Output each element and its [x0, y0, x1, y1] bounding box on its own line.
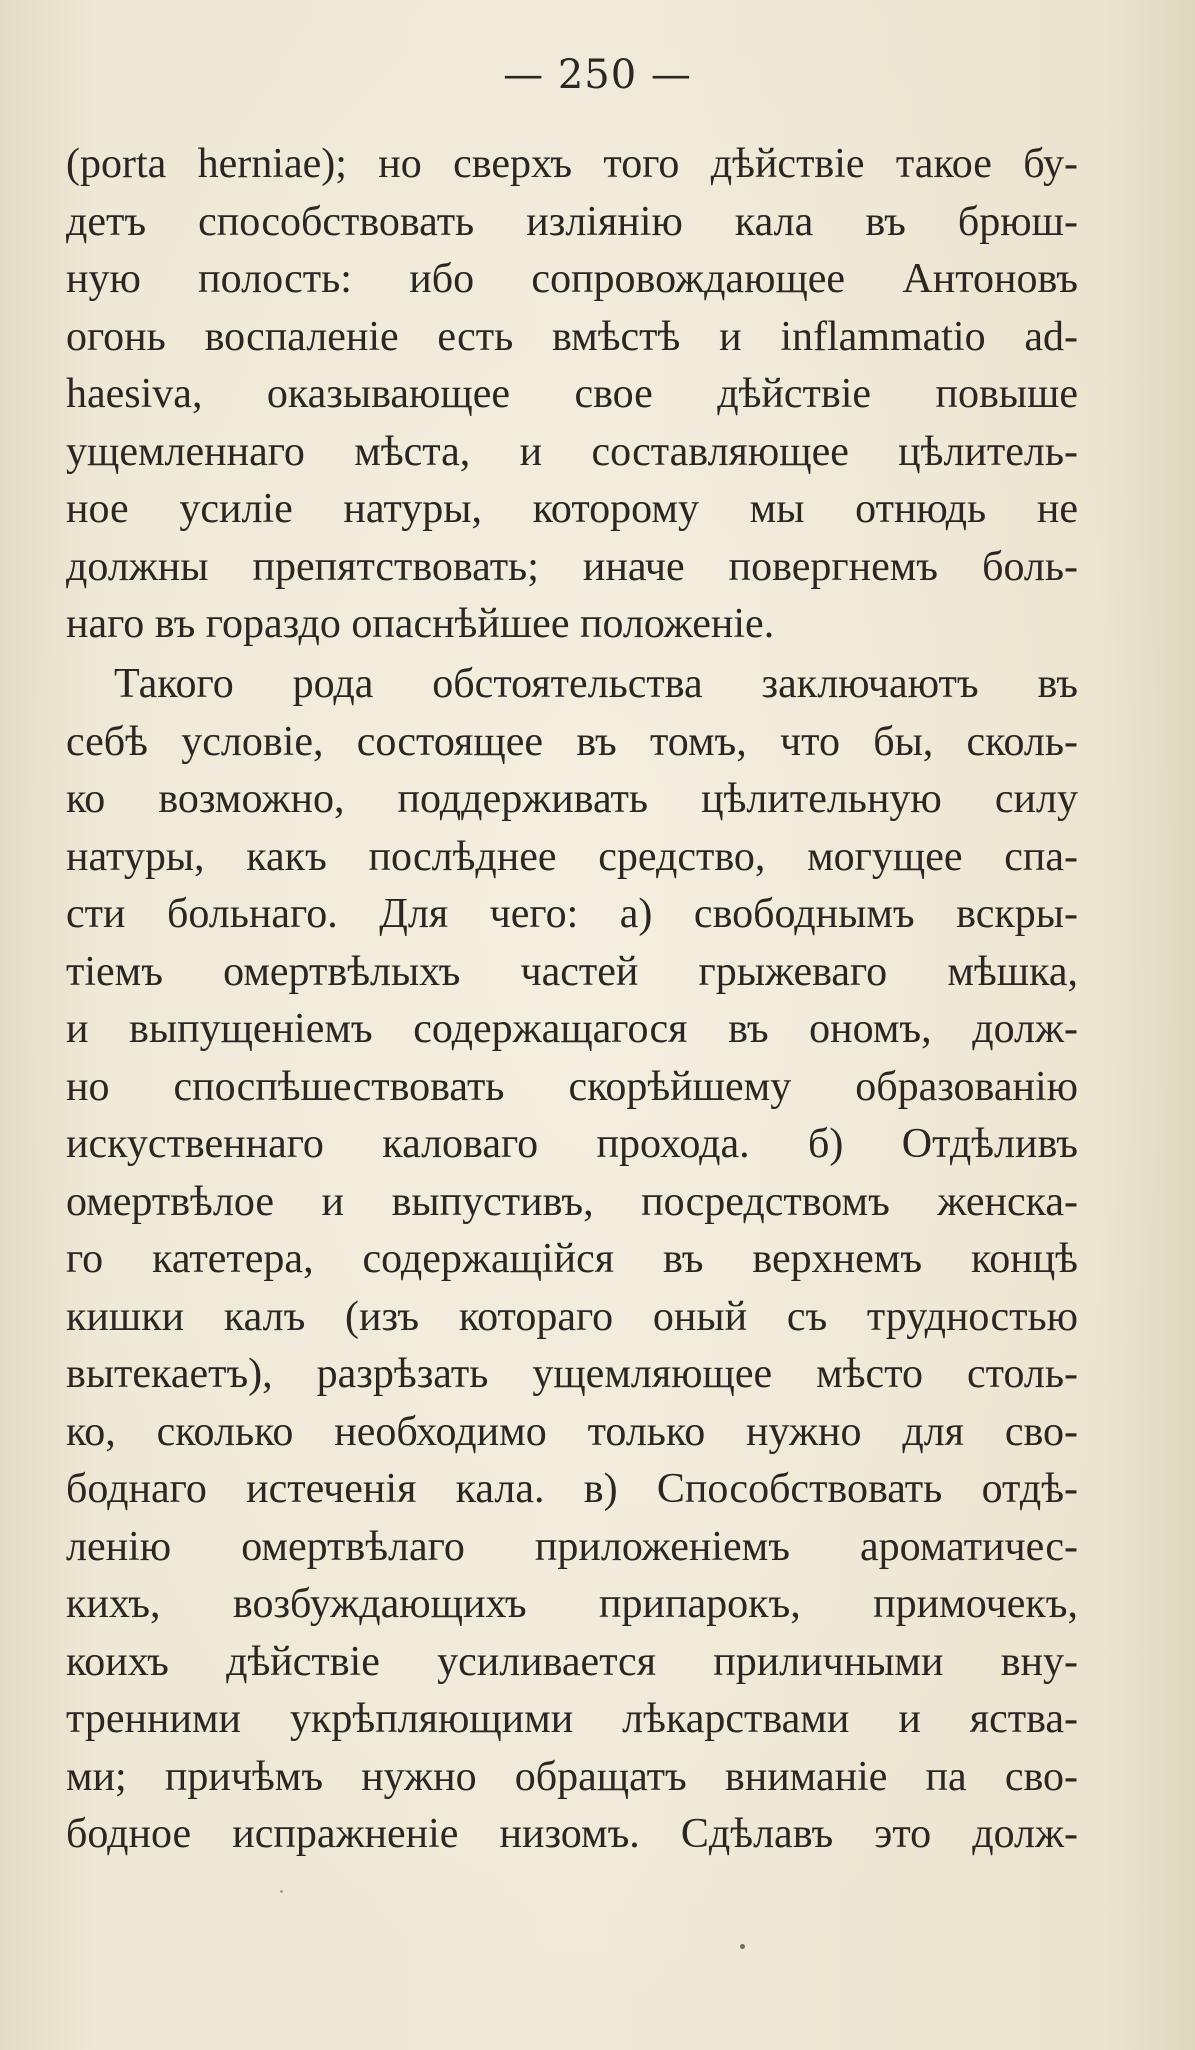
- paper-speck: [280, 1890, 283, 1893]
- text-line: коихъ дѣйствіе усиливается приличными вну-: [66, 1638, 1078, 1685]
- text-line: го катетера, содержащійся въ верхнемъ концѣ: [66, 1236, 1078, 1282]
- text-line: тренними укрѣпляющими лѣкарствами и яства-: [66, 1696, 1078, 1742]
- page-number: — 250 —: [503, 52, 692, 98]
- text-line: Такого рода обстоятельства заключаютъ въ: [114, 661, 1078, 707]
- text-line: бодное испражненіе низомъ. Сдѣлавъ это долж-: [66, 1811, 1078, 1857]
- text-line: ми; причѣмъ нужно обращатъ вниманіе па сво-: [66, 1753, 1078, 1800]
- text-line: себѣ условіе, состоящее въ томъ, что бы, сколь-: [66, 718, 1078, 765]
- text-line: и выпущеніемъ содержащагося въ ономъ, долж-: [66, 1006, 1078, 1052]
- text-line: ную полость: ибо сопровождающее Антоновъ: [66, 256, 1078, 302]
- text-line: наго въ гораздо опаснѣйшее положеніе.: [66, 601, 775, 647]
- text-line: должны препятствовать; иначе повергнемъ боль-: [66, 543, 1078, 590]
- text-line: кишки калъ (изъ котораго оный съ трудностью: [66, 1293, 1078, 1340]
- paragraph-2: [66, 656, 1078, 1864]
- paper-speck: [740, 1944, 745, 1949]
- text-line: искуственнаго каловаго прохода. б) Отдѣливъ: [66, 1121, 1078, 1167]
- text-line: натуры, какъ послѣднее средство, могущее спа-: [66, 833, 1078, 880]
- text-line: haesiva, оказывающее свое дѣйствіе повыше: [66, 371, 1078, 417]
- text-line: но споспѣшествовать скорѣйшему образованію: [66, 1063, 1078, 1110]
- text-line: сти больнаго. Для чего: а) свободнымъ вскры-: [66, 891, 1078, 937]
- text-line: боднаго истеченія кала. в) Способствовать отдѣ-: [66, 1466, 1078, 1512]
- paragraph-1: [66, 136, 1078, 654]
- text-line: омертвѣлое и выпустивъ, посредствомъ женска-: [66, 1178, 1078, 1225]
- text-line: ленію омертвѣлаго приложеніемъ ароматичес-: [66, 1523, 1078, 1570]
- text-line: (porta herniae); но сверхъ того дѣйствіе такое бу-: [66, 141, 1078, 187]
- text-line: ко, сколько необходимо только нужно для сво-: [66, 1408, 1078, 1455]
- text-line: детъ способствовать изліянію кала въ брюш-: [66, 198, 1078, 245]
- text-line: ное усиліе натуры, которому мы отнюдь не: [66, 486, 1078, 532]
- text-line: кихъ, возбуждающихъ припарокъ, примочекъ,: [66, 1581, 1078, 1627]
- text-line: вытекаетъ), разрѣзать ущемляющее мѣсто столь-: [66, 1351, 1078, 1397]
- text-line: ко возможно, поддерживать цѣлительную силу: [66, 776, 1078, 822]
- text-line: ущемленнаго мѣста, и составляющее цѣлитель-: [66, 428, 1078, 475]
- text-line: тіемъ омертвѣлыхъ частей грыжеваго мѣшка,: [66, 948, 1078, 995]
- text-line: огонь воспаленіе есть вмѣстѣ и inflammatio ad-: [66, 313, 1078, 360]
